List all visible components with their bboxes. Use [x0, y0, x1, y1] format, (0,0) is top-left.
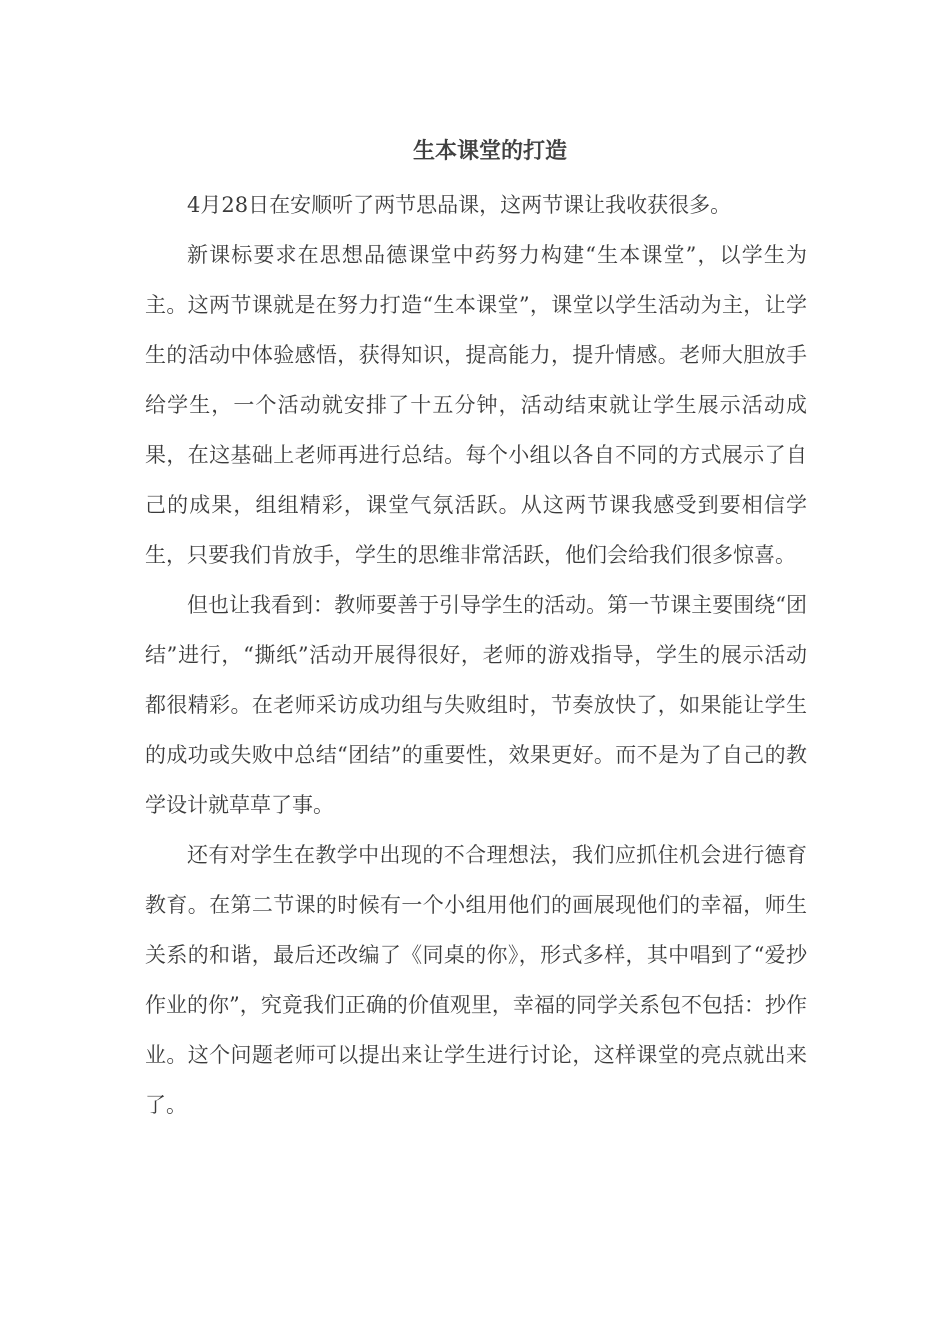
paragraph: 还有对学生在教学中出现的不合理想法，我们应抓住机会进行德育教育。在第二节课的时候有一个小组用他们的画展现他们的幸福，师生关系的和谐，最后还改编了《同桌的你》，形式多样，其中唱到了“爱抄作业的你”，究竟我们正确的价值观里，幸福的同学关系包不包括：抄作业。这个问题老师可以提出来让学生进行讨论，这样课堂的亮点就出来了。 [145, 843, 807, 1117]
paragraph: 4月28日在安顺听了两节思品课，这两节课让我收获很多。 [187, 193, 732, 217]
document-body [145, 180, 807, 1130]
paragraph: 但也让我看到：教师要善于引导学生的活动。第一节课主要围绕“团结”进行，“撕纸”活动开展得很好，老师的游戏指导，学生的展示活动都很精彩。在老师采访成功组与失败组时，节奏放快了，如果能让学生的成功或失败中总结“团结”的重要性，效果更好。而不是为了自己的教学设计就草草了事。 [145, 593, 807, 817]
paragraph: 新课标要求在思想品德课堂中药努力构建“生本课堂”，以学生为主。这两节课就是在努力打造“生本课堂”，课堂以学生活动为主，让学生的活动中体验感悟，获得知识，提高能力，提升情感。老师大胆放手给学生，一个活动就安排了十五分钟，活动结束就让学生展示活动成果，在这基础上老师再进行总结。每个小组以各自不同的方式展示了自己的成果，组组精彩，课堂气氛活跃。从这两节课我感受到要相信学生，只要我们肯放手，学生的思维非常活跃，他们会给我们很多惊喜。 [145, 243, 807, 567]
document-title: 生本课堂的打造 [412, 139, 567, 164]
